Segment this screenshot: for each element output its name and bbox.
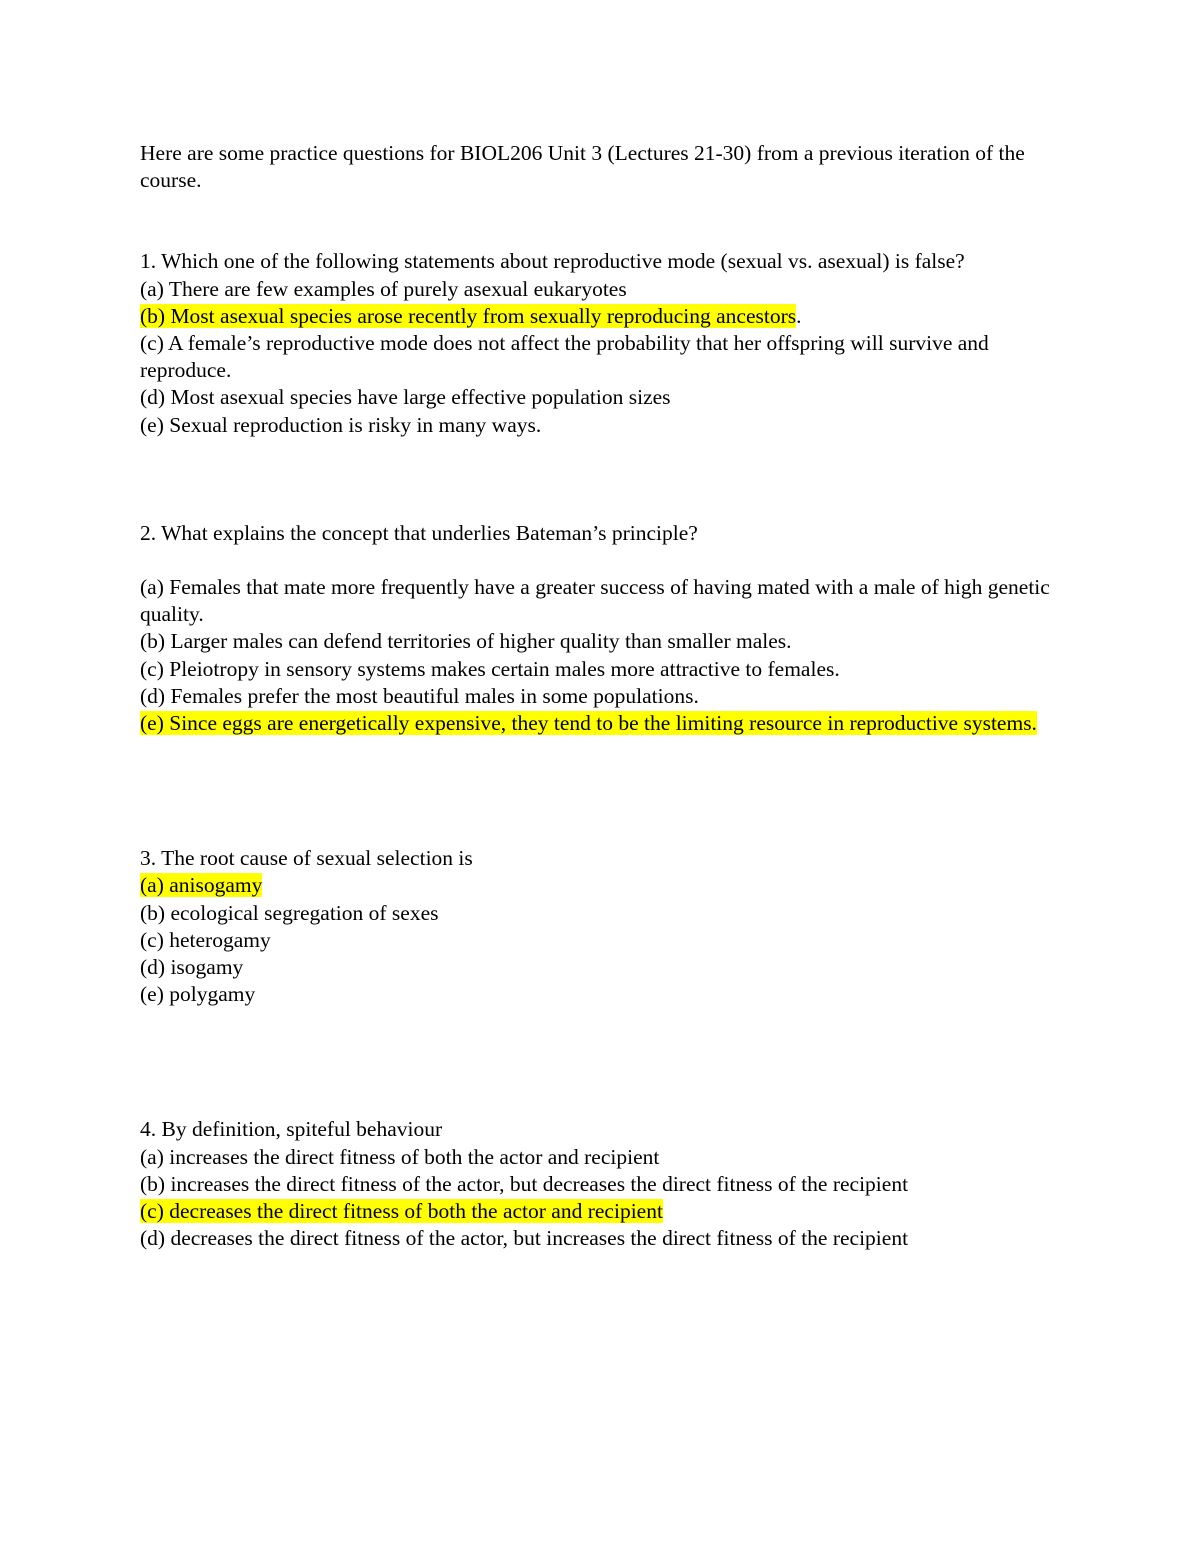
question-2 [140,520,1060,737]
question-2-stem: 2. What explains the concept that underlies Bateman’s principle? [140,520,698,545]
question-2-option-b: (b) Larger males can defend territories of higher quality than smaller males. [140,629,792,654]
question-1-option-c: (c) A female’s reproductive mode does not affect the probability that her offspring will survive and reproduce. [140,331,989,383]
question-1-option-a: (a) There are few examples of purely asexual eukaryotes [140,276,627,301]
question-3-option-d: (d) isogamy [140,955,244,980]
question-2-option-d: (d) Females prefer the most beautiful males in some populations. [140,683,699,708]
answer-highlight: (a) anisogamy [140,873,263,898]
question-3-stem: 3. The root cause of sexual selection is [140,846,473,871]
question-1-option-b: (b) Most asexual species arose recently from sexually reproducing ancestors. [140,303,802,328]
question-2-option-a: (a) Females that mate more frequently have a greater success of having mated with a male of high genetic quality. [140,575,1050,627]
answer-highlight: (c) decreases the direct fitness of both the actor and recipient [140,1199,663,1224]
question-1 [140,248,1060,438]
question-1-option-d: (d) Most asexual species have large effective population sizes [140,385,671,410]
question-3-option-b: (b) ecological segregation of sexes [140,900,439,925]
question-4 [140,1116,1060,1252]
question-3 [140,845,1060,1008]
question-2-option-e [140,710,1060,737]
question-4-option-a: (a) increases the direct fitness of both the actor and recipient [140,1144,660,1169]
answer-highlight: (e) Since eggs are energetically expensive, they tend to be the limiting resource in reproductive systems. [140,711,1037,736]
question-2-option-c: (c) Pleiotropy in sensory systems makes certain males more attractive to females. [140,656,840,681]
document-content [140,140,1060,1252]
question-4-option-d: (d) decreases the direct fitness of the actor, but increases the direct fitness of the recipient [140,1226,909,1251]
question-4-stem: 4. By definition, spiteful behaviour [140,1117,443,1142]
question-1-option-e: (e) Sexual reproduction is risky in many ways. [140,412,542,437]
question-3-option-c: (c) heterogamy [140,927,271,952]
answer-highlight: (b) Most asexual species arose recently from sexually reproducing ancestors [140,303,797,328]
question-3-option-e: (e) polygamy [140,982,256,1007]
question-4-option-b: (b) increases the direct fitness of the actor, but decreases the direct fitness of the recipient [140,1171,909,1196]
question-3-option-a [140,872,1060,899]
intro-paragraph: Here are some practice questions for BIOL206 Unit 3 (Lectures 21-30) from a previous iteration of the course. [140,141,1025,193]
question-1-stem: 1. Which one of the following statements about reproductive mode (sexual vs. asexual) is false? [140,249,965,274]
question-4-option-c [140,1198,1060,1225]
